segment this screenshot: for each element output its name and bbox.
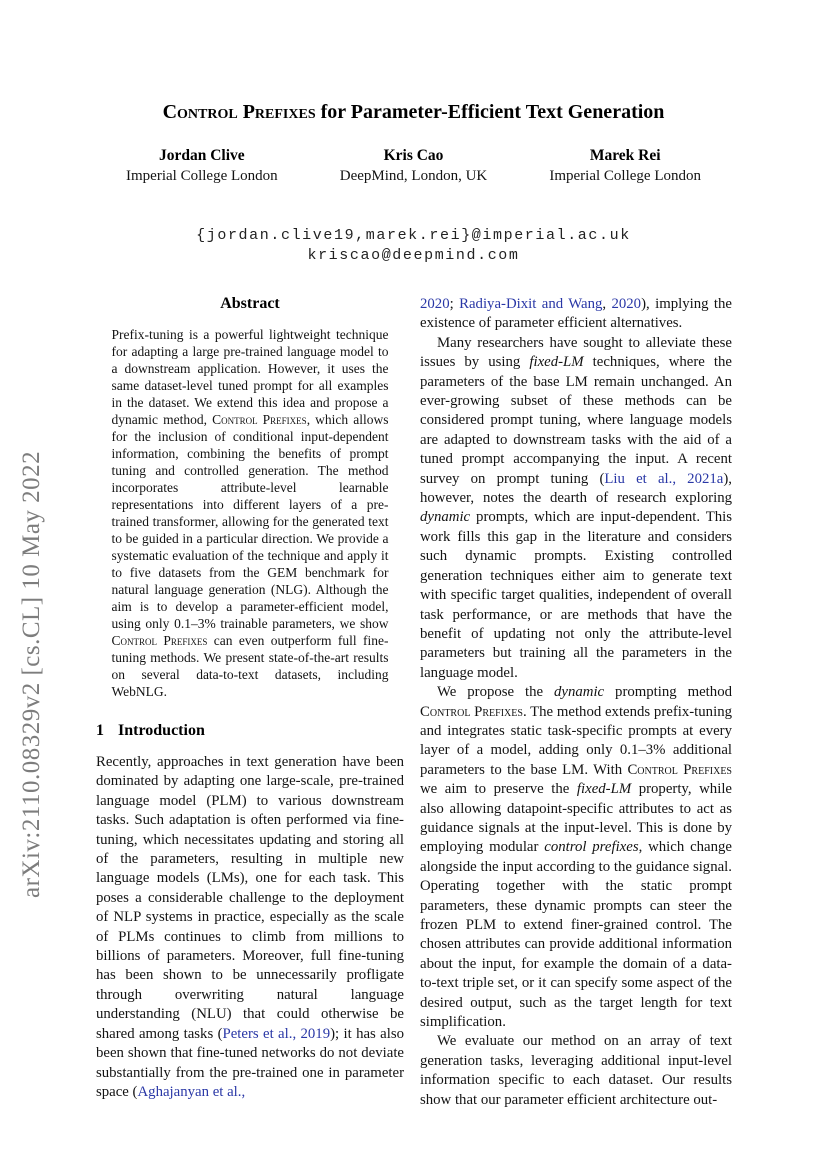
text-run: , which change alongside the input according to the guidance signal. Operating together with the static prompt parameters, these dynamic prompts can steer the frozen PLM to extend finer-grained control. The chosen attributes can provide additional information about the input, for example the domain of a data-to-text triple set, or it can specify some aspect of the desired output, such as the target length for text simplification.: [420, 839, 732, 1031]
paragraph-evaluation: [420, 1032, 732, 1110]
text-run: ,: [602, 296, 612, 312]
text-run: techniques, where the parameters of the base LM remain unchanged. An ever-growing subset of these methods can be considered prompt tuning, where language models are adapted to downstream tasks with the aid of a tuned prompt accompanying the input. A recent survey on prompt tuning (: [420, 354, 732, 487]
paragraph-fixed-lm: [420, 334, 732, 683]
text-run: we aim to preserve the: [420, 781, 577, 798]
email-block: [96, 226, 731, 265]
smallcaps-term: Control Prefixes: [627, 761, 732, 778]
email-line-1: {jordan.clive19,marek.rei}@imperial.ac.uk: [196, 227, 631, 244]
title-rest: for Parameter-Efficient Text Generation: [315, 101, 665, 123]
paragraph-propose-method: [420, 683, 732, 1032]
citation-link[interactable]: 2020: [611, 296, 642, 312]
smallcaps-term: Control Prefixes: [111, 633, 208, 648]
text-run: ); it has also been shown that fine-tuned networks do not deviate substantially from the pre-trained one in parameter space (: [96, 1025, 404, 1100]
arxiv-watermark: arXiv:2110.08329v2 [cs.CL] 10 May 2022: [18, 450, 45, 898]
citation-link[interactable]: Liu et al., 2021a: [604, 470, 724, 487]
emphasis-text: fixed-LM: [529, 354, 584, 371]
author-affiliation: Imperial College London: [549, 168, 701, 184]
author-name: Marek Rei: [589, 147, 661, 164]
text-run: We propose the: [437, 684, 554, 701]
author-name: Kris Cao: [383, 147, 444, 164]
text-run: ), implying the existence of parameter efficient alternatives.: [420, 296, 732, 332]
author-affiliation: Imperial College London: [126, 168, 278, 184]
citation-link[interactable]: 2020: [420, 296, 450, 312]
author-affiliation: DeepMind, London, UK: [339, 168, 488, 184]
text-run: can even outperform full fine-tuning methods. We present state-of-the-art results on several data-to-text datasets, including WebNLG.: [111, 633, 389, 699]
emphasis-text: fixed-LM: [576, 781, 632, 798]
author-2: [308, 146, 520, 186]
email-line-2: kriscao@deepmind.com: [307, 246, 520, 264]
text-run: . The method extends prefix-tuning and integrates static task-specific prompts at every layer of a model, adding only 0.1–3% additional parameters to the base LM. With: [420, 703, 732, 778]
author-1: [96, 146, 308, 186]
section-title: Introduction: [118, 722, 205, 739]
text-run: prompting method: [604, 684, 732, 701]
smallcaps-term: Control Prefixes: [212, 412, 307, 427]
intro-paragraph-left: [96, 753, 404, 1102]
text-run: We evaluate our method on an array of text generation tasks, leveraging additional input-level information specific to each dataset. Our results show that our parameter efficient architecture out-: [420, 1033, 732, 1108]
citation-link[interactable]: Peters et al., 2019: [222, 1025, 331, 1042]
abstract-heading: Abstract: [220, 295, 280, 312]
abstract-text: [112, 326, 389, 700]
text-run: Many researchers have sought to alleviate these issues by using: [420, 334, 732, 371]
section-heading-introduction: [96, 722, 404, 740]
author-3: [519, 146, 731, 186]
text-run: ), however, notes the dearth of research exploring: [420, 470, 732, 507]
text-run: , which allows for the inclusion of conditional input-dependent information, combining the benefits of prompt tuning and controlled generation. The method incorporates attribute-level learnable representations into different layers of a pre-trained transformer, allowing for the generated text to be guided in a particular direction. We provide a systematic evaluation of the technique and apply it to five datasets from the GEM benchmark for natural language generation (NLG). Although the aim is to develop a parameter-efficient model, using only 0.1–3% trainable parameters, we show: [111, 412, 389, 631]
title-smallcaps: Control Prefixes: [162, 101, 316, 123]
citation-link[interactable]: Aghajanyan et al.,: [137, 1083, 246, 1100]
smallcaps-term: Control Prefixes: [420, 703, 523, 720]
left-column: [96, 295, 404, 1102]
intro-paragraph-continued: [420, 295, 732, 334]
emphasis-text: dynamic: [420, 509, 471, 526]
text-run: Prefix-tuning is a powerful lightweight technique for adapting a large pre-trained language model to a downstream application. However, it uses the same dataset-level tuned prompt for all examples in the dataset. We extend this idea and propose a dynamic method,: [111, 327, 389, 427]
section-number: 1: [96, 722, 104, 739]
paper-title: [0, 101, 827, 124]
text-run: ;: [449, 296, 460, 312]
citation-link[interactable]: Radiya-Dixit and Wang: [459, 296, 603, 312]
emphasis-text: control prefixes: [544, 839, 639, 856]
right-column: [420, 295, 732, 1110]
text-run: prompts, which are input-dependent. This work fills this gap in the literature and considers such dynamic prompts. Existing controlled generation techniques either aim to generate text with specific target qualities, independent of overall task performance, or are methods that have the benefit of updating not only the attribute-level parameters but training all the parameters in the language model.: [420, 509, 732, 681]
author-name: Jordan Clive: [158, 147, 245, 164]
emphasis-text: dynamic: [554, 684, 605, 701]
text-run: property, while also allowing datapoint-specific attributes to act as guidance signals at the input-level. This is done by employing modular: [420, 781, 732, 856]
author-block: [96, 146, 731, 186]
text-run: Recently, approaches in text generation have been dominated by adapting one large-scale, pre-trained language model (PLM) to various downstream tasks. Such adaptation is often performed via fine-tuning, which necessitates updating and storing all of the parameters, resulting in multiple new language models (LMs), one for each task. This poses a considerable challenge to the deployment of NLP systems in practice, especially as the scale of PLMs continues to climb from millions to billions of parameters. Moreover, full fine-tuning has been shown to be unnecessarily profligate through overwriting natural language understanding (NLU) that could otherwise be shared among tasks (: [96, 754, 404, 1042]
